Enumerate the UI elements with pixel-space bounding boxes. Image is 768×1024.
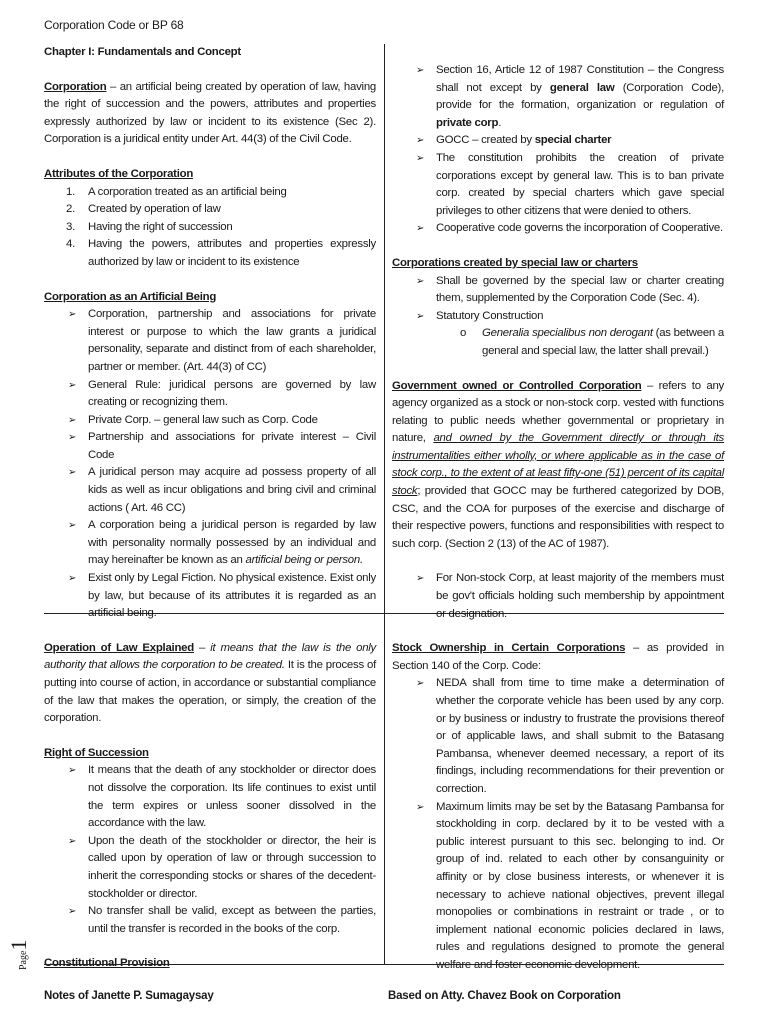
constitution-list bbox=[392, 62, 724, 238]
document-header: Corporation Code or BP 68 bbox=[44, 18, 184, 32]
special-law-title: Corporations created by special law or charters bbox=[392, 256, 638, 269]
list-item: 4. Having the powers, attributes and properties expressly authorized by law or incident to its existence bbox=[66, 238, 376, 268]
stock-title: Stock Ownership in Certain Corporations bbox=[392, 642, 626, 655]
list-item: 2. Created by operation of law bbox=[66, 203, 221, 216]
arrow-bullet-icon: ➢ bbox=[416, 223, 425, 235]
corporation-definition bbox=[44, 79, 376, 149]
artificial-being-list bbox=[44, 306, 376, 623]
arrow-bullet-icon: ➢ bbox=[416, 135, 425, 147]
footer-author: Notes of Janette P. Sumagaysay bbox=[44, 990, 214, 1002]
arrow-bullet-icon: ➢ bbox=[68, 432, 77, 444]
gocc-title: Government owned or Controlled Corporation bbox=[392, 379, 642, 392]
list-item: ➢ A corporation being a juridical person is regarded by law with personality normally possessed by an individual and may hereinafter be known as an artificial being or person. bbox=[68, 519, 376, 567]
list-item: ➢ Exist only by Legal Fiction. No physical existence. Exist only by law, but because of its attributes it is regarded as an artificial being. bbox=[68, 572, 376, 620]
gocc-list bbox=[392, 570, 724, 623]
list-item: ➢ Statutory Construction bbox=[392, 308, 724, 326]
list-item: o Generalia specialibus non derogant (as between a general and special law, the latter shall prevail.) bbox=[460, 327, 724, 357]
list-item: ➢ Partnership and associations for private interest – Civil Code bbox=[68, 431, 376, 461]
list-item: ➢ NEDA shall from time to time make a determination of whether the corporate vehicle has been used by any corp. or by business or industry to frustrate the provisions thereof or of applicable laws, and shall submit to the Batasang Pambansa, whenever deemed necessary, a report of its findings, including recommendations for their prevention or correction. bbox=[416, 677, 724, 795]
corporation-term: Corporation bbox=[44, 80, 107, 93]
list-item: ➢ No transfer shall be valid, except as between the parties, until the transfer is recorded in the books of the corp. bbox=[68, 905, 376, 935]
arrow-bullet-icon: ➢ bbox=[416, 275, 425, 287]
arrow-bullet-icon: ➢ bbox=[416, 310, 425, 322]
right-column bbox=[392, 62, 724, 975]
arrow-bullet-icon: ➢ bbox=[416, 152, 425, 164]
gocc-definition: Government owned or Controlled Corporation – refers to any agency organized as a stock or non-stock corp. vested with functions relating to public needs whether governmental or proprietary in nature, and owned by the Government directly or through its instrumentalities either wholly, or where applicable as in the case of stock corp., to the extent of at least fifty-one (51) percent of its capital stock; provided that GOCC may be furthered categorized by DOB, CSC, and the COA for purposes of the exercise and discharge of their respective powers, functions and responsibilities with respect to such corp. (Section 2 (13) of the AC of 1987). bbox=[392, 379, 724, 550]
list-item: ➢ Maximum limits may be set by the Batasang Pambansa for stockholding in corp. declared by it to be vested with a public interest pursuant to this sec. belonging to ind. Or group of ind. related to each other by consanguinity or affinity or by close business interests, or whenever it is necessary to achieve national objectives, prevent illegal monopolies or combinations in restraint or trade , or to implement national economic policies declared in laws, rules and regulations designed to promote the general bbox=[416, 800, 724, 954]
attributes-title: Attributes of the Corporation bbox=[44, 167, 194, 180]
stock-list bbox=[392, 675, 724, 974]
operation-title: Operation of Law Explained bbox=[44, 641, 194, 654]
arrow-bullet-icon: ➢ bbox=[68, 414, 77, 426]
list-item: 3. Having the right of succession bbox=[66, 220, 233, 233]
page-number-label: Page1 bbox=[6, 939, 31, 970]
list-item: ➢ The constitution prohibits the creation of private corporations except by general law. This is to ban private corp. created by special charters which gave special privileges to other citizens that were denied to others. bbox=[416, 151, 724, 217]
list-item: ➢ A juridical person may acquire ad possess property of all kids as well as incur obligations and bring civil and criminal actions ( Art. 46 CC) bbox=[68, 466, 376, 514]
corporation-def-text: – an artificial being created by operation of law, having the right of succession and the powers, attributes and properties expressly authorized by law or incident to its existence (Sec 2). Corporation is a juridical entity under Art. 44(3) of the Civil Code. bbox=[44, 80, 376, 146]
circle-bullet-icon: o bbox=[460, 327, 467, 340]
arrow-bullet-icon: ➢ bbox=[68, 379, 77, 391]
list-item: 1. A corporation treated as an artificial being bbox=[66, 185, 287, 198]
arrow-bullet-icon: ➢ bbox=[416, 678, 425, 690]
arrow-bullet-icon: ➢ bbox=[68, 765, 77, 777]
attributes-list bbox=[44, 184, 376, 272]
footer-divider bbox=[44, 964, 724, 965]
arrow-bullet-icon: ➢ bbox=[68, 835, 77, 847]
special-law-sublist bbox=[392, 325, 724, 360]
chapter-title: Chapter I: Fundamentals and Concept bbox=[44, 46, 241, 58]
list-item: ➢ It means that the death of any stockholder or director does not dissolve the corporation. Its life continues to exist until the term expires or unless sooner dissolved in the accordance with the law. bbox=[68, 764, 376, 830]
arrow-bullet-icon: ➢ bbox=[68, 906, 77, 918]
footer-source: Based on Atty. Chavez Book on Corporation bbox=[388, 990, 621, 1002]
arrow-bullet-icon: ➢ bbox=[68, 467, 77, 479]
arrow-bullet-icon: ➢ bbox=[416, 573, 425, 585]
list-item: ➢ Upon the death of the stockholder or director, the heir is called upon by operation of law or through succession to inherit the corresponding stocks or shares of the decedent-stockholder or director. bbox=[68, 834, 376, 900]
arrow-bullet-icon: ➢ bbox=[416, 65, 425, 76]
list-item: ➢ Corporation, partnership and associations for private interest or purpose to which the law grants a juridical personality, separate and distinct from of each shareholder, partner or member. (Art. 44(3) of CC) bbox=[68, 308, 376, 373]
list-item: ➢ Section 16, Article 12 of 1987 Constitution – the Congress shall not except by general law (Corporation Code), provide for the formation, organization or regulation of private corp. bbox=[416, 64, 724, 129]
column-divider bbox=[384, 44, 385, 964]
special-law-list bbox=[392, 273, 724, 326]
list-item: ➢ GOCC – created by special charter bbox=[392, 132, 724, 150]
list-item: ➢ General Rule: juridical persons are governed by law creating or recognizing them. bbox=[68, 378, 376, 409]
list-item: ➢ Cooperative code governs the incorporation of Cooperative. bbox=[392, 220, 724, 238]
artificial-being-title: Corporation as an Artificial Being bbox=[44, 290, 217, 303]
list-item: ➢ Private Corp. – general law such as Corp. Code bbox=[44, 412, 376, 430]
succession-list bbox=[44, 762, 376, 938]
list-item: ➢ For Non-stock Corp, at least majority of the members must be gov't officials holding such membership by appointment or designation. bbox=[416, 572, 724, 620]
stock-ownership: Stock Ownership in Certain Corporations – as provided in Section 140 of the Corp. Code: bbox=[392, 642, 724, 672]
succession-title: Right of Succession bbox=[44, 746, 149, 759]
arrow-bullet-icon: ➢ bbox=[68, 573, 77, 585]
arrow-bullet-icon: ➢ bbox=[68, 309, 77, 321]
arrow-bullet-icon: ➢ bbox=[416, 801, 425, 813]
list-item: ➢ Shall be governed by the special law or charter creating them, supplemented by the Corporation Code (Sec. 4). bbox=[416, 274, 724, 305]
left-column bbox=[44, 44, 376, 973]
arrow-bullet-icon: ➢ bbox=[68, 520, 77, 532]
operation-of-law: Operation of Law Explained – it means that the law is the only authority that allows the corporation to be created. It is the process of putting into course of action, in accordance or substantial compliance of the law that makes the operation, or simply, the creation of the corporation. bbox=[44, 641, 376, 725]
